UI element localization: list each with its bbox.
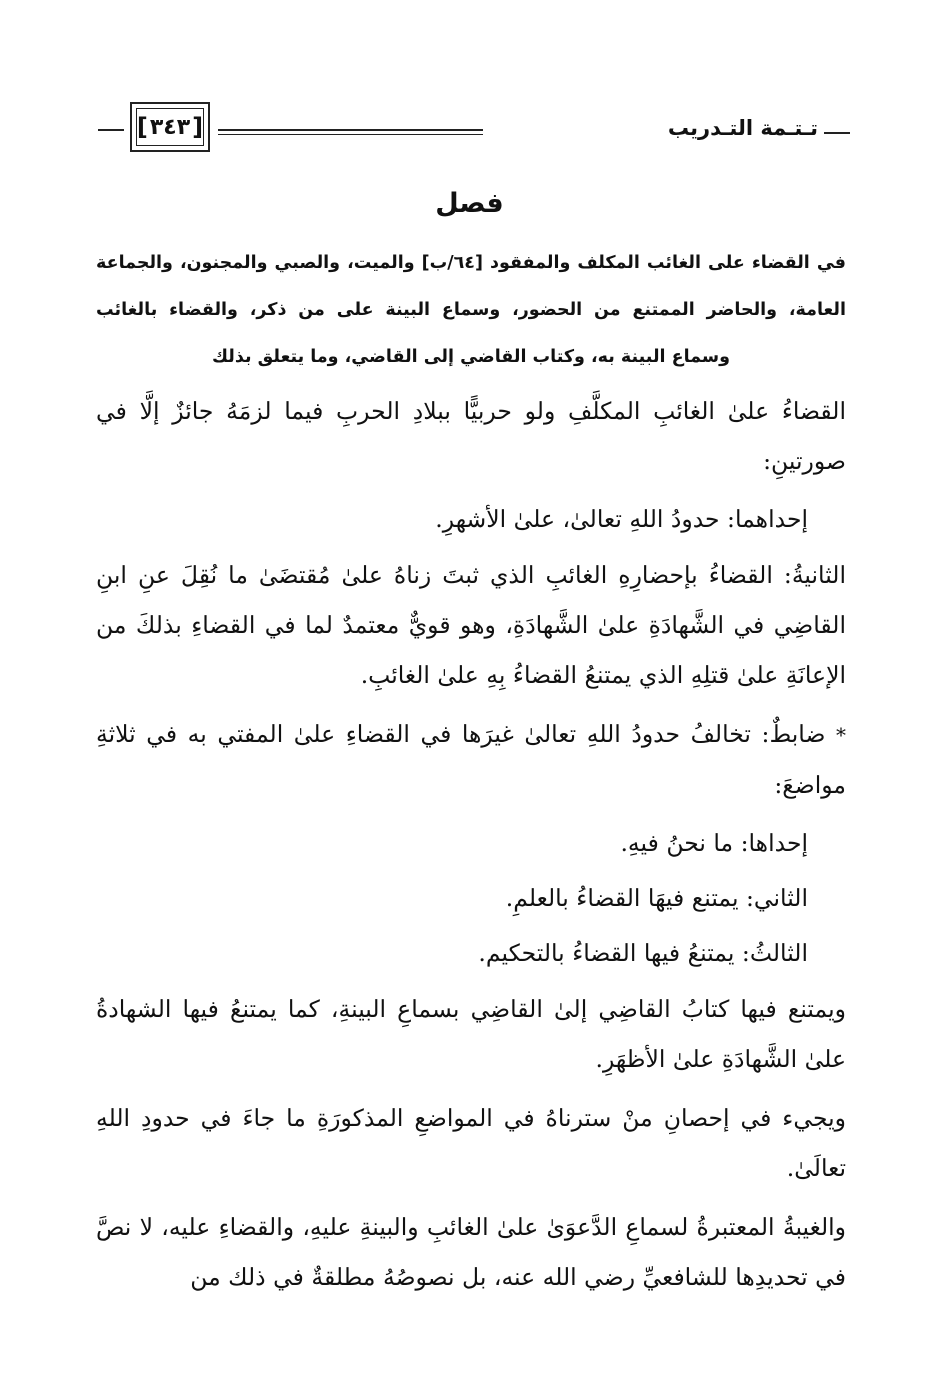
- paragraph-7: والغيبةُ المعتبرةُ لسماعِ الدَّعوَىٰ علىٰ الغائبِ والبينةِ عليهِ، والقضاءِ عليه، لا نصَّ في تحديدِها للشافعيِّ رضي الله عنه، بل نصوصُهُ مطلقةٌ في ذلك من: [96, 1213, 846, 1291]
- paragraph-3: الثانيةُ: القضاءُ بإحضارِهِ الغائبِ الذي ثبتَ زناهُ علىٰ مُقتضَىٰ ما نُقِلَ عنِ ابنِ القاضِي في الشَّهادَةِ علىٰ الشَّهادَةِ، وهو قويٌّ معتمدٌ لما في القضاءِ بذلكَ من الإعانَةِ علىٰ قتلِهِ الذي يمتنعُ القضاءُ بِهِ علىٰ الغائبِ.: [96, 561, 846, 689]
- page-number-bracket-open: [: [136, 113, 148, 141]
- paragraph-4-text: ضابطٌ: تخالفُ حدودُ اللهِ تعالىٰ غيرَها في القضاءِ علىٰ المفتي به في ثلاثةِ مواضعَ:: [96, 720, 846, 799]
- paragraph-1: القضاءُ علىٰ الغائبِ المكلَّفِ ولو حربيًّا ببلادِ الحربِ فيما لزمَهُ جائزٌ إلَّا في صورتينِ:: [96, 397, 846, 475]
- header-rule-right: [824, 132, 850, 134]
- page-number-bracket-close: ]: [192, 113, 204, 141]
- page-number-inner-frame: [136, 108, 204, 146]
- page-number: ٣٤٣: [149, 114, 191, 140]
- running-header: [98, 100, 850, 160]
- list-item-2: الثاني: يمتنع فيهَا القضاءُ بالعلمِ.: [505, 884, 808, 912]
- list-item-1: إحداها: ما نحنُ فيهِ.: [620, 829, 808, 857]
- list-item-3: الثالثُ: يمتنعُ فيها القضاءُ بالتحكيم.: [478, 939, 808, 967]
- header-rule-middle-top: [218, 129, 483, 131]
- page-number-frame: [130, 102, 210, 152]
- asterisk-marker: *: [836, 723, 846, 747]
- paragraph-4: [96, 709, 846, 810]
- section-subtitle: في القضاء على الغائب المكلف والمفقود [٦٤/ب] والميت، والصبي والمجنون، والجماعة العامة، والحاضر الممتنع من الحضور، وسماع البينة على من ذكر، والقضاء بالغائب وسماع البينة به، وكتاب القاضي إلى القاضي، وما يتعلق بذلك: [96, 253, 846, 367]
- paragraph-5: ويمتنع فيها كتابُ القاضِي إلىٰ القاضِي بسماعِ البينةِ، كما يمتنعُ فيها الشهادةُ علىٰ الشَّهادَةِ علىٰ الأظهَرِ.: [96, 995, 846, 1073]
- body-text: [96, 386, 846, 1311]
- header-rule-middle-bottom: [218, 134, 483, 135]
- section-title: فصل: [435, 188, 504, 219]
- paragraph-6: ويجيء في إحصانِ منْ سترناهُ في المواضعِ المذكورَةِ ما جاءَ في حدودِ اللهِ تعالَىٰ.: [96, 1104, 846, 1182]
- paragraph-2: إحداهما: حدودُ اللهِ تعالىٰ، علىٰ الأشهرِ.: [435, 505, 808, 533]
- header-title: تـتـمة التـدريب: [667, 116, 818, 140]
- header-rule-left: [98, 129, 124, 131]
